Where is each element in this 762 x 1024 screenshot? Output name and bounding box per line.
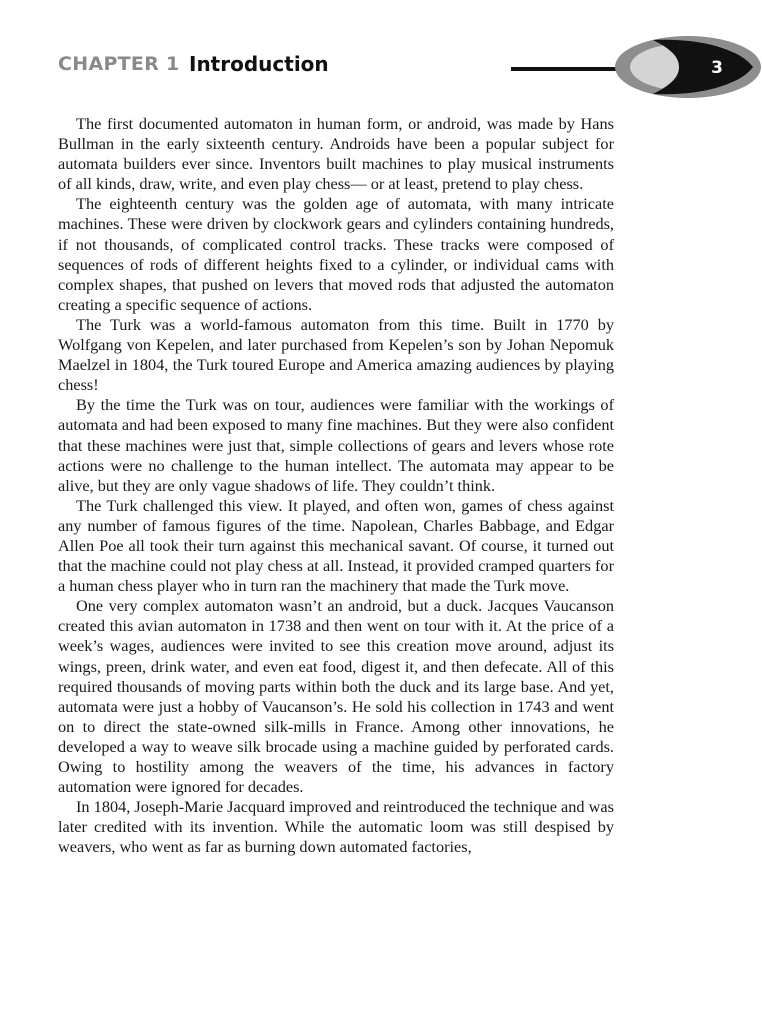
paragraph: In 1804, Joseph-Marie Jacquard improved and reintroduced the technique and was later credited with its invention. While the automatic loom was still despised by weavers, who went as far as burning down automated factories, <box>58 797 614 857</box>
body-text <box>58 114 614 857</box>
paragraph: The first documented automaton in human form, or android, was made by Hans Bullman in the early sixteenth century. Androids have been a popular subject for automata builders ever since. Inventors built machines to play musical instruments of all kinds, draw, write, and even play chess— or at least, pretend to play chess. <box>58 114 614 194</box>
chapter-label: CHAPTER 1 <box>58 53 180 75</box>
paragraph: The Turk was a world-famous automaton from this time. Built in 1770 by Wolfgang von Kepelen, and later purchased from Kepelen’s son by Johan Nepomuk Maelzel in 1804, the Turk toured Europe and America amazing audiences by playing chess! <box>58 314 614 395</box>
paragraph: By the time the Turk was on tour, audiences were familiar with the workings of automata and had been exposed to many fine machines. But they were also confident that these machines were just that, simple collections of gears and levers whose rote actions were no challenge to the human intellect. The automata may appear to be alive, but they are only vague shadows of life. They couldn’t think. <box>58 395 614 495</box>
page-number-badge <box>613 34 762 100</box>
running-head <box>58 50 723 84</box>
paragraph: One very complex automaton wasn’t an android, but a duck. Jacques Vaucanson created this avian automaton in 1738 and then went on tour with it. At the price of a week’s wages, audiences were invited to see this creation move around, adjust its wings, preen, drink water, and even eat food, digest it, and then defecate. All of this required thousands of moving parts within both the duck and its large base. And yet, automata were just a hobby of Vaucanson’s. He sold his collection in 1743 and went on to direct the state-owned silk-mills in France. Among other innovations, he developed a way to weave silk brocade using a machine guided by perforated cards. Owing to hostility among the weavers of the time, his advances in factory automation were ignored for decades. <box>58 596 614 797</box>
page-number: 3 <box>711 58 723 78</box>
chapter-title: Introduction <box>189 52 329 76</box>
paragraph: The Turk challenged this view. It played, and often won, games of chess against any number of famous figures of the time. Napolean, Charles Babbage, and Edgar Allen Poe all took their turn against this mechanical savant. Of course, it turned out that the machine could not play chess at all. Instead, it provided cramped quarters for a human chess player who in turn ran the machinery that made the Turk move. <box>58 495 614 596</box>
paragraph: The eighteenth century was the golden age of automata, with many intricate machines. These were driven by clockwork gears and cylinders containing hundreds, if not thousands, of complicated control tracks. These tracks were composed of sequences of rods of different heights fixed to a cylinder, or individual cams with complex shapes, that pushed on levers that moved rods that adjusted the automaton creating a specific sequence of actions. <box>58 194 614 314</box>
